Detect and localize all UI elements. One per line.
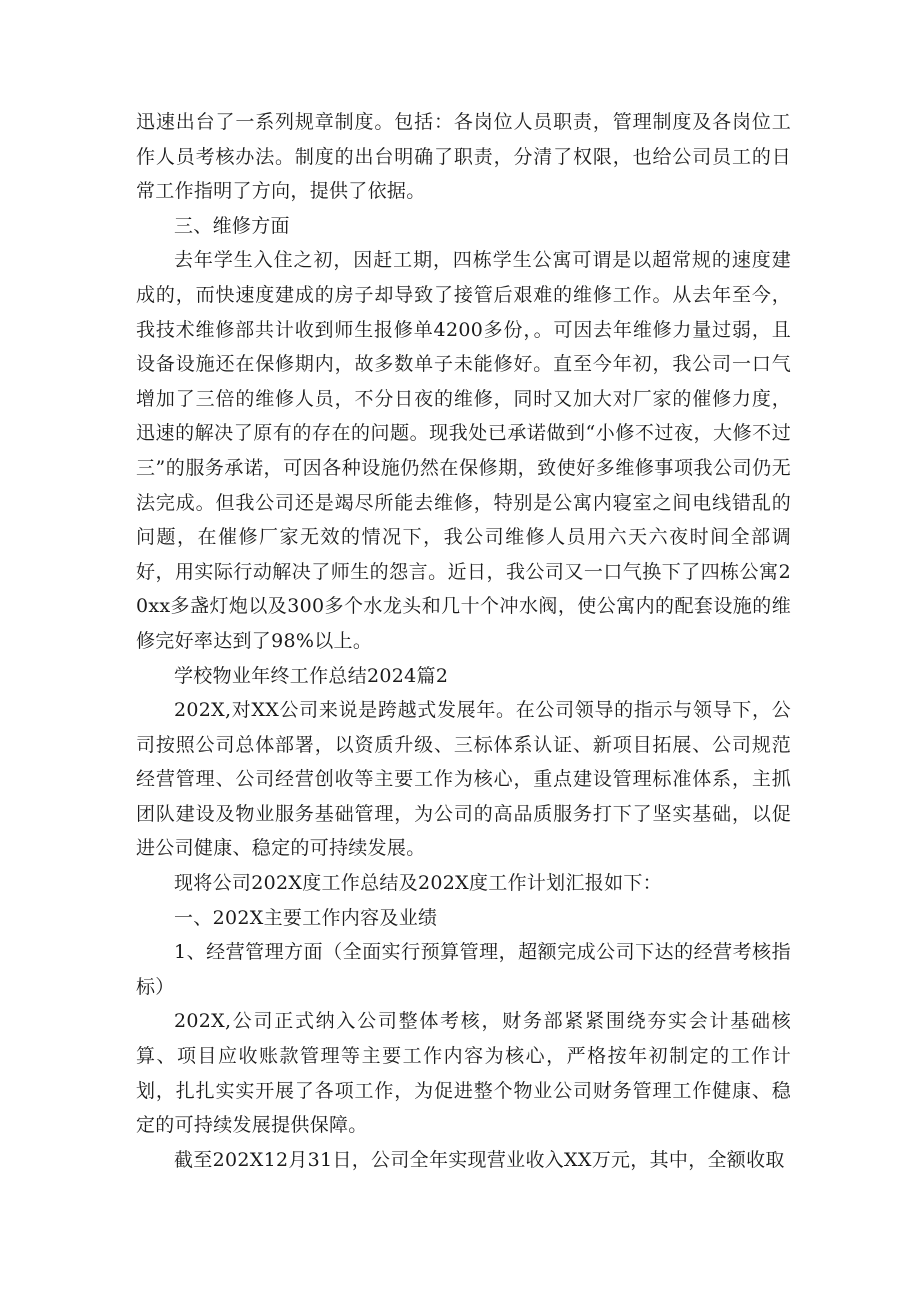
paragraph-regulations: 迅速出台了一系列规章制度。包括：各岗位人员职责，管理制度及各岗位工作人员考核办法。制度的出台明确了职责，分清了权限，也给公司员工的日常工作指明了方向，提供了依据。 <box>136 111 791 203</box>
subsection-heading-operations: 1、经营管理方面（全面实行预算管理，超额完成公司下达的经营考核指标） <box>136 941 791 998</box>
paragraph-revenue: 截至202X12月31日，公司全年实现营业收入XX万元，其中，全额收取 <box>174 1148 785 1171</box>
paragraph-finance: 202X,公司正式纳入公司整体考核，财务部紧紧围绕夯实会计基础核算、项目应收账款管理等主要工作内容为核心，严格按年初制定的工作计划，扎扎实实开展了各项工作，为促进整个物业公司财务管理工作健康、稳定的可持续发展提供保障。 <box>136 1010 791 1137</box>
document-body <box>136 105 791 1177</box>
paragraph-intro-202x: 202X,对XX公司来说是跨越式发展年。在公司领导的指示与领导下，公司按照公司总体部署，以资质升级、三标体系认证、新项目拓展、公司规范经营管理、公司经营创收等主要工作为核心，重点建设管理标准体系，主抓团队建设及物业服务基础管理，为公司的高品质服务打下了坚实基础，以促进公司健康、稳定的可持续发展。 <box>136 699 791 860</box>
paragraph-report-lead: 现将公司202X度工作总结及202X度工作计划汇报如下： <box>174 872 662 895</box>
article-title-part2: 学校物业年终工作总结2024篇2 <box>174 664 449 687</box>
section-heading-main-work: 一、202X主要工作内容及业绩 <box>174 906 438 929</box>
paragraph-maintenance: 去年学生入住之初，因赶工期，四栋学生公寓可谓是以超常规的速度建成的，而快速度建成的房子却导致了接管后艰难的维修工作。从去年至今，我技术维修部共计收到师生报修单4200多份，。可因去年维修力量过弱，且设备设施还在保修期内，故多数单子未能修好。直至今年初，我公司一口气增加了三倍的维修人员，不分日夜的维修，同时又加大对厂家的催修力度，迅速的解决了原有的存在的问题。现我处已承诺做到“小修不过夜，大修不过三”的服务承诺，可因各种设施仍然在保修期，致使好多维修事项我公司仍无法完成。但我公司还是竭尽所能去维修，特别是公寓内寝室之间电线错乱的问题，在催修厂家无效的情况下，我公司维修人员用六天六夜时间全部调好，用实际行动解决了师生的怨言。近日，我公司又一口气换下了四栋公寓20xx多盏灯炮以及300多个水龙头和几十个冲水阀，使公寓内的配套设施的维修完好率达到了98%以上。 <box>136 249 791 652</box>
section-heading-maintenance: 三、维修方面 <box>174 214 290 237</box>
